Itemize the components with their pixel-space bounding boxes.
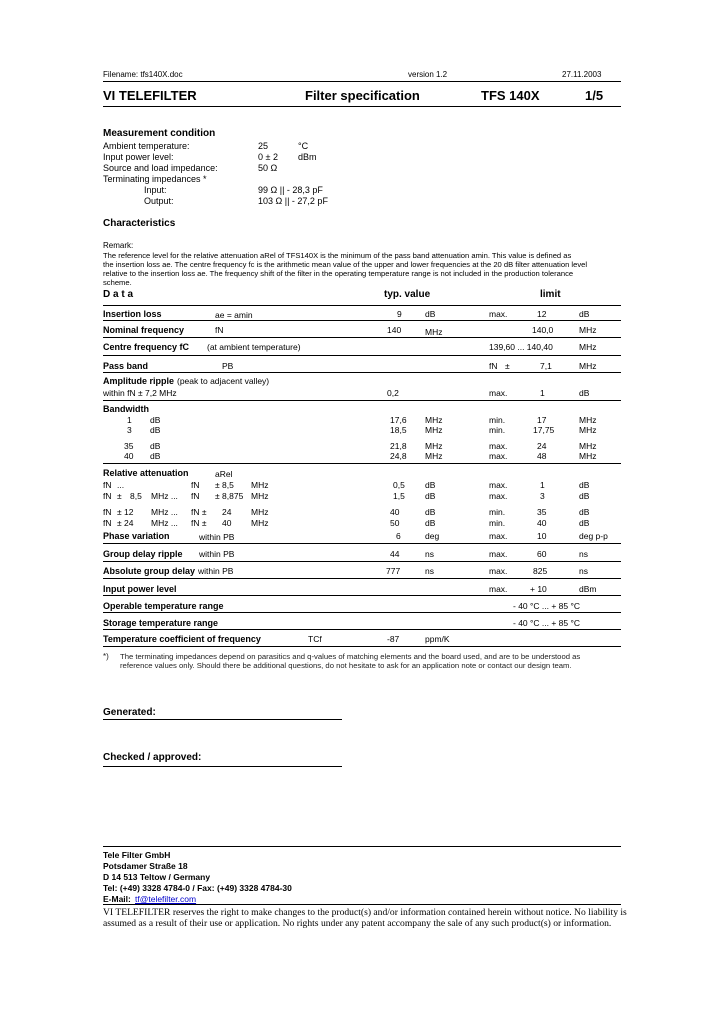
- date: 27.11.2003: [562, 70, 602, 79]
- ra1-limit-unit: dB: [579, 480, 590, 490]
- bw-1-typ: 17,6: [390, 415, 407, 425]
- gd-ripple-condition: within PB: [199, 549, 235, 559]
- checked-line: [103, 766, 342, 767]
- insertion-loss-typ: 9: [397, 309, 402, 319]
- st-temp-label: Storage temperature range: [103, 618, 219, 628]
- bw-1-unit: dB: [150, 415, 161, 425]
- ra3-typ: 40: [390, 507, 400, 517]
- footer-rule-bottom: [103, 904, 621, 905]
- input-power-limit: + 10: [530, 584, 547, 594]
- rule-3: [103, 355, 621, 356]
- rule-4: [103, 372, 621, 373]
- remark-label: Remark:: [103, 241, 134, 250]
- rule-9: [103, 578, 621, 579]
- bw-40-typ: 24,8: [390, 451, 407, 461]
- bw-3-cond: min.: [489, 425, 506, 435]
- bw-1-typ-unit: MHz: [425, 415, 443, 425]
- input-power-limit-unit: dBm: [579, 584, 597, 594]
- bw-35-typ: 21,8: [390, 441, 407, 451]
- ra4-limit-unit: dB: [579, 518, 590, 528]
- rule-5: [103, 400, 621, 401]
- pass-band-label: Pass band: [103, 361, 149, 371]
- bw-35-unit: dB: [150, 441, 161, 451]
- footer-company: Tele Filter GmbH: [103, 850, 171, 860]
- bw-3-limit: 17,75: [533, 425, 555, 435]
- power-label: Input power level:: [103, 152, 174, 162]
- ra2-typ-unit: dB: [425, 491, 436, 501]
- insertion-loss-limit: 12: [537, 309, 547, 319]
- rule-6: [103, 463, 621, 464]
- input-power-cond: max.: [489, 584, 508, 594]
- rule-7: [103, 543, 621, 544]
- phase-var-limit-unit: deg p-p: [579, 531, 608, 541]
- ra1-f: ± 8,5: [215, 480, 234, 490]
- rule-2: [103, 337, 621, 338]
- bw-1-db: 1: [127, 415, 132, 425]
- footer-city: D 14 513 Teltow / Germany: [103, 872, 211, 882]
- tcf-typ-unit: ppm/K: [425, 634, 450, 644]
- centre-freq-limit: 139,60 ... 140,40: [489, 342, 553, 352]
- power-unit: dBm: [298, 152, 317, 162]
- insertion-loss-cond: max.: [489, 309, 508, 319]
- insertion-loss-limit-unit: dB: [579, 309, 590, 319]
- pass-band-limit: 7,1: [540, 361, 552, 371]
- ra3-e: fN ±: [191, 507, 207, 517]
- footer-email-link[interactable]: tf@telefilter.com: [135, 894, 197, 904]
- ra2-f: ± 8,875: [215, 491, 244, 501]
- abs-gd-limit-unit: ns: [579, 566, 588, 576]
- input-value: 99 Ω || - 28,3 pF: [258, 185, 323, 195]
- ra3-d: MHz ...: [151, 507, 178, 517]
- ra1-typ: 0,5: [393, 480, 405, 490]
- bw-35-db: 35: [124, 441, 134, 451]
- bw-3-limit-unit: MHz: [579, 425, 597, 435]
- output-value: 103 Ω || - 27,2 pF: [258, 196, 328, 206]
- ra3-cond: min.: [489, 507, 506, 517]
- bw-1-cond: min.: [489, 415, 506, 425]
- pass-band-symbol: PB: [222, 361, 234, 371]
- pass-band-limit-unit: MHz: [579, 361, 597, 371]
- ra4-d: MHz ...: [151, 518, 178, 528]
- ra1-typ-unit: dB: [425, 480, 436, 490]
- bandwidth-label: Bandwidth: [103, 404, 149, 414]
- input-power-label: Input power level: [103, 584, 177, 594]
- abs-gd-limit: 825: [533, 566, 548, 576]
- ra2-typ: 1,5: [393, 491, 405, 501]
- footer-street: Potsdamer Straße 18: [103, 861, 188, 871]
- part-number: TFS 140X: [481, 88, 540, 103]
- phase-var-cond: max.: [489, 531, 508, 541]
- remark-line-3: relative to the insertion loss ae. The frequency shift of the filter in the operating temperature range is not included in the production tolerance: [103, 269, 574, 278]
- bw-40-limit: 48: [537, 451, 547, 461]
- footnote-mark: *): [103, 652, 109, 661]
- disclaimer-line-1: VI TELEFILTER reserves the right to make changes to the product(s) and/or information contained herein without notice. No liability is: [103, 907, 627, 918]
- bw-40-typ-unit: MHz: [425, 451, 443, 461]
- bw-35-cond: max.: [489, 441, 508, 451]
- nominal-freq-symbol: fN: [215, 325, 224, 335]
- ambient-label: Ambient temperature:: [103, 141, 190, 151]
- doc-title: Filter specification: [305, 88, 420, 103]
- ra4-limit: 40: [537, 518, 547, 528]
- bw-40-cond: max.: [489, 451, 508, 461]
- ra1-a: fN: [103, 480, 112, 490]
- ripple-limit: 1: [540, 388, 545, 398]
- ripple-label: Amplitude ripple: [103, 376, 175, 386]
- gd-ripple-cond: max.: [489, 549, 508, 559]
- ripple-condition: (peak to adjacent valley): [177, 376, 270, 386]
- col-data-header: D a t a: [103, 289, 134, 300]
- ripple-limit-unit: dB: [579, 388, 590, 398]
- abs-gd-cond: max.: [489, 566, 508, 576]
- phase-var-typ-unit: deg: [425, 531, 440, 541]
- ra1-cond: max.: [489, 480, 508, 490]
- tcf-label: Temperature coefficient of frequency: [103, 634, 261, 644]
- ripple-cond: max.: [489, 388, 508, 398]
- ra4-b: ± 24: [117, 518, 134, 528]
- insertion-loss-symbol: ae = amin: [215, 310, 253, 320]
- op-temp-label: Operable temperature range: [103, 601, 224, 611]
- footer-phone: Tel: (+49) 3328 4784-0 / Fax: (+49) 3328 4784-30: [103, 883, 292, 893]
- impedance-label: Source and load impedance:: [103, 163, 218, 173]
- insertion-loss-typ-unit: dB: [425, 309, 436, 319]
- rule-1: [103, 320, 621, 321]
- characteristics-heading: Characteristics: [103, 218, 176, 229]
- ra4-cond: min.: [489, 518, 506, 528]
- bw-3-db: 3: [127, 425, 132, 435]
- disclaimer-line-2: assumed as a result of their use or application. No rights under any patent accompany the sale of any such product(s) or information.: [103, 918, 612, 929]
- generated-label: Generated:: [103, 707, 156, 718]
- ripple-typ: 0,2: [387, 388, 399, 398]
- version: version 1.2: [408, 70, 448, 79]
- footer-email-label: E-Mail:: [103, 894, 131, 904]
- ra1-g: MHz: [251, 480, 269, 490]
- ra2-b: ±: [117, 491, 122, 501]
- bw-40-unit: dB: [150, 451, 161, 461]
- abs-gd-condition: within PB: [198, 566, 234, 576]
- gd-ripple-typ: 44: [390, 549, 400, 559]
- phase-var-limit: 10: [537, 531, 547, 541]
- ra3-b: ± 12: [117, 507, 134, 517]
- nominal-freq-typ-unit: MHz: [425, 327, 443, 337]
- header-rule-bottom: [103, 106, 621, 107]
- bw-1-limit-unit: MHz: [579, 415, 597, 425]
- op-temp-range: - 40 °C ... + 85 °C: [513, 601, 581, 611]
- phase-var-label: Phase variation: [103, 531, 170, 541]
- ra3-limit: 35: [537, 507, 547, 517]
- centre-freq-label: Centre frequency fC: [103, 342, 190, 352]
- abs-gd-typ-unit: ns: [425, 566, 434, 576]
- rule-10: [103, 595, 621, 596]
- ra2-c: 8,5: [130, 491, 142, 501]
- rule-13: [103, 646, 621, 647]
- footnote-line-2: reference values only. Should there be additional questions, do not hesitate to ask for an application note or contact our design team.: [120, 661, 572, 670]
- bw-3-unit: dB: [150, 425, 161, 435]
- rule-8: [103, 561, 621, 562]
- remark-line-4: scheme.: [103, 278, 132, 287]
- terminating-label: Terminating impedances *: [103, 174, 207, 184]
- bw-40-db: 40: [124, 451, 134, 461]
- tcf-symbol: TCf: [308, 634, 322, 644]
- ra3-f: 24: [222, 507, 232, 517]
- remark-line-1: The reference level for the relative attenuation aRel of TFS140X is the minimum of the pass band attenuation amin. This value is defined as: [103, 251, 572, 260]
- bw-40-limit-unit: MHz: [579, 451, 597, 461]
- abs-gd-typ: 777: [386, 566, 401, 576]
- ripple-range: within fN ± 7,2 MHz: [103, 388, 177, 398]
- ra2-a: fN: [103, 491, 112, 501]
- bw-3-typ-unit: MHz: [425, 425, 443, 435]
- bw-35-limit-unit: MHz: [579, 441, 597, 451]
- gd-ripple-label: Group delay ripple: [103, 549, 183, 559]
- table-rule-header: [103, 305, 621, 306]
- power-value: 0 ± 2: [258, 152, 278, 162]
- ra1-limit: 1: [540, 480, 545, 490]
- input-label: Input:: [144, 185, 167, 195]
- gd-ripple-limit: 60: [537, 549, 547, 559]
- ra2-d: MHz ...: [151, 491, 178, 501]
- ra2-g: MHz: [251, 491, 269, 501]
- checked-label: Checked / approved:: [103, 752, 202, 763]
- measurement-heading: Measurement condition: [103, 128, 216, 139]
- ra4-g: MHz: [251, 518, 269, 528]
- ra4-f: 40: [222, 518, 232, 528]
- bw-35-typ-unit: MHz: [425, 441, 443, 451]
- rule-12: [103, 629, 621, 630]
- ra3-typ-unit: dB: [425, 507, 436, 517]
- ra3-limit-unit: dB: [579, 507, 590, 517]
- rule-11: [103, 612, 621, 613]
- nominal-freq-limit: 140,0: [532, 325, 554, 335]
- ra1-c: ...: [117, 480, 125, 490]
- ra4-a: fN: [103, 518, 112, 528]
- phase-var-condition: within PB: [199, 532, 235, 542]
- remark-line-2: the insertion loss ae. The centre frequency fc is the arithmetic mean value of the upper and lower frequencies at the 20 dB filter attenuation level: [103, 260, 588, 269]
- abs-gd-label: Absolute group delay: [103, 566, 196, 576]
- rel-att-symbol: aRel: [215, 469, 233, 479]
- pass-band-sign: ±: [505, 361, 510, 371]
- footer-rule: [103, 846, 621, 847]
- pass-band-fn: fN: [489, 361, 498, 371]
- ambient-unit: °C: [298, 141, 309, 151]
- header-rule-top: [103, 81, 621, 82]
- insertion-loss-label: Insertion loss: [103, 309, 162, 319]
- ra4-typ-unit: dB: [425, 518, 436, 528]
- bw-1-limit: 17: [537, 415, 547, 425]
- gd-ripple-typ-unit: ns: [425, 549, 434, 559]
- nominal-freq-limit-unit: MHz: [579, 325, 597, 335]
- generated-line: [103, 719, 342, 720]
- ra2-e: fN: [191, 491, 200, 501]
- gd-ripple-limit-unit: ns: [579, 549, 588, 559]
- impedance-value: 50 Ω: [258, 163, 278, 173]
- page-number: 1/5: [585, 88, 604, 103]
- footnote-line-1: The terminating impedances depend on parasitics and q-values of matching elements and the board used, and are to be understood as: [120, 652, 581, 661]
- bw-3-typ: 18,5: [390, 425, 407, 435]
- ra4-typ: 50: [390, 518, 400, 528]
- ra2-limit: 3: [540, 491, 545, 501]
- ra1-d: fN: [191, 480, 200, 490]
- company-logo: VI TELEFILTER: [103, 88, 197, 103]
- ra2-cond: max.: [489, 491, 508, 501]
- bw-35-limit: 24: [537, 441, 547, 451]
- ambient-value: 25: [258, 141, 269, 151]
- phase-var-typ: 6: [396, 531, 401, 541]
- ra4-e: fN ±: [191, 518, 207, 528]
- tcf-typ: -87: [387, 634, 400, 644]
- ra3-g: MHz: [251, 507, 269, 517]
- ra2-limit-unit: dB: [579, 491, 590, 501]
- centre-freq-limit-unit: MHz: [579, 342, 597, 352]
- col-limit-header: limit: [540, 289, 561, 300]
- filename: Filename: tfs140X.doc: [103, 70, 183, 79]
- st-temp-range: - 40 °C ... + 85 °C: [513, 618, 581, 628]
- rel-att-label: Relative attenuation: [103, 468, 189, 478]
- output-label: Output:: [144, 196, 174, 206]
- nominal-freq-label: Nominal frequency: [103, 325, 185, 335]
- col-typ-header: typ. value: [384, 289, 431, 300]
- nominal-freq-typ: 140: [387, 325, 402, 335]
- centre-freq-condition: (at ambient temperature): [207, 342, 301, 352]
- ra3-a: fN: [103, 507, 112, 517]
